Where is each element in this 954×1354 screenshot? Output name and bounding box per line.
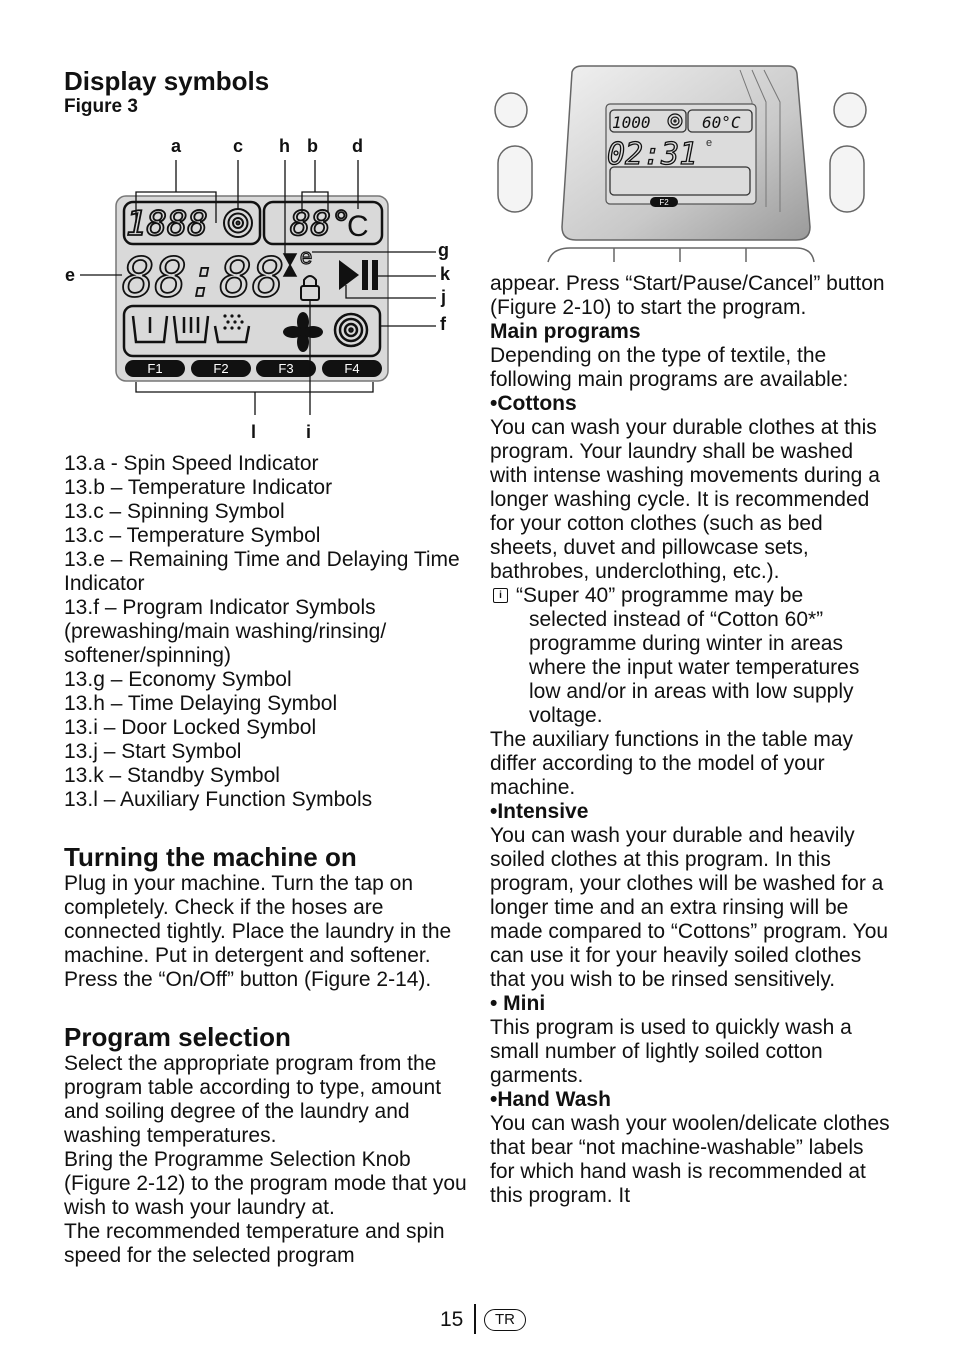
lcd-function: F2: [659, 198, 669, 207]
legend-item: 13.g – Economy Symbol: [64, 668, 292, 691]
program-selection-body-3: The recommended temperature and spin speed for the selected program: [64, 1220, 445, 1267]
aux-functions-body: The auxiliary functions in the table may differ according to the model of your machine.: [490, 728, 854, 799]
hand-wash-title: •Hand Wash: [490, 1088, 611, 1111]
right-top-button: [834, 93, 866, 127]
legend-item: 13.k – Standby Symbol: [64, 764, 280, 787]
turning-on-body: Plug in your machine. Turn the tap on completely. Check if the hoses are connected tightly. Place the laundry in the machine. Put in detergent and softener. Press the “On/Off” button (Figure 2-14).: [64, 872, 452, 991]
legend-item: 13.e – Remaining Time and Delaying Time Indicator: [64, 548, 460, 595]
lcd-time: 02:31: [607, 137, 698, 172]
label-i: i: [306, 422, 312, 440]
program-selection-body-2: Bring the Programme Selection Knob (Figure 2-12) to the program mode that you wish to wash your laundry at.: [64, 1148, 467, 1219]
footer-divider: [474, 1304, 476, 1334]
info-icon: i: [493, 588, 508, 603]
time-digits: 88:88: [122, 246, 285, 309]
label-k: k: [440, 264, 451, 284]
label-c: c: [233, 136, 244, 156]
lcd-temp: 60°C: [702, 113, 741, 132]
legend-item: 13.j – Start Symbol: [64, 740, 242, 763]
figure-2-display-photo: [490, 62, 880, 267]
legend-item: 13.c – Temperature Symbol: [64, 524, 321, 547]
function-label-f3: F3: [278, 361, 294, 376]
legend-item: 13.f – Program Indicator Symbols (prewashing/main washing/rinsing/ softener/spinning): [64, 596, 387, 667]
function-label-f1: F1: [147, 361, 163, 376]
function-label-f2: F2: [213, 361, 229, 376]
label-h: h: [279, 136, 290, 156]
intensive-title: •Intensive: [490, 800, 589, 823]
language-badge: TR: [484, 1309, 526, 1331]
hand-wash-body: You can wash your woolen/delicate clothes that bear “not machine-washable” labels for which hand wash is recommended at this program. It: [490, 1112, 890, 1207]
start-intro: appear. Press “Start/Pause/Cancel” button (Figure 2-10) to start the program.: [490, 272, 885, 319]
program-selection-title: Program selection: [64, 1022, 291, 1052]
label-b: b: [307, 136, 318, 156]
right-bottom-button: [830, 146, 864, 212]
main-programs-body: Depending on the type of textile, the following main programs are available:: [490, 344, 849, 391]
note-rest: selected instead of “Cotton 60*” programme during winter in areas where the input water temperatures low and/or in areas with low supply voltage.: [529, 608, 860, 727]
lcd-economy: e: [706, 137, 713, 149]
page-footer: [0, 1300, 954, 1340]
legend-item: 13.l – Auxiliary Function Symbols: [64, 788, 373, 811]
label-e: e: [65, 265, 76, 285]
program-selection-body-1: Select the appropriate program from the program table according to type, amount and soiling degree of the laundry and washing temperatures.: [64, 1052, 442, 1147]
right-column: [490, 272, 890, 1208]
label-f: f: [440, 314, 446, 334]
legend-item: 13.h – Time Delaying Symbol: [64, 692, 338, 715]
intensive-body: You can wash your durable and heavily soiled clothes at this program. In this program, your clothes will be washed for a longer time and an extra rinsing will be made compared to “Cottons” program. You can use it for your heavily soiled clothes that you wish to be rinsed sensitively.: [490, 824, 889, 991]
legend-item: 13.a - Spin Speed Indicator: [64, 452, 319, 475]
temp-unit: C: [347, 210, 369, 243]
label-l: l: [251, 422, 257, 440]
temp-digits: 88°: [290, 204, 352, 244]
cottons-title: •Cottons: [490, 392, 577, 415]
mini-title: • Mini: [490, 992, 546, 1015]
turning-on-title: Turning the machine on: [64, 842, 357, 872]
economy-symbol: e: [300, 244, 313, 269]
label-d: d: [352, 136, 363, 156]
lcd-spin: 1000: [612, 113, 651, 132]
left-bottom-button: [498, 146, 532, 212]
display-symbols-title: Display symbols: [64, 66, 270, 96]
legend-item: 13.i – Door Locked Symbol: [64, 716, 317, 739]
function-label-f4: F4: [344, 361, 360, 376]
label-a: a: [171, 136, 182, 156]
legend-item: 13.c – Spinning Symbol: [64, 500, 285, 523]
symbol-legend: [64, 452, 469, 812]
cottons-body: You can wash your durable clothes at this program. Your laundry shall be washed with intense washing movements during a longer washing cycle. It is recommended for your cotton clothes (such as bed sheets, duvet and pillowcase sets, bathrobes, underclothing, etc.).: [490, 416, 880, 583]
mini-body: This program is used to quickly wash a small number of lightly soiled cotton garments.: [490, 1016, 852, 1087]
super40-note: [490, 584, 890, 728]
note-first-line: “Super 40” programme may be: [516, 584, 804, 607]
label-g: g: [438, 240, 449, 260]
left-top-button: [495, 93, 527, 127]
main-programs-title: Main programs: [490, 320, 641, 343]
legend-item: 13.b – Temperature Indicator: [64, 476, 333, 499]
figure-3-label: Figure 3: [64, 96, 138, 117]
label-j: j: [441, 287, 447, 307]
figure-3-display-diagram: [60, 130, 460, 440]
spin-digits: 1888: [126, 204, 208, 244]
page-number: 15: [440, 1308, 464, 1331]
